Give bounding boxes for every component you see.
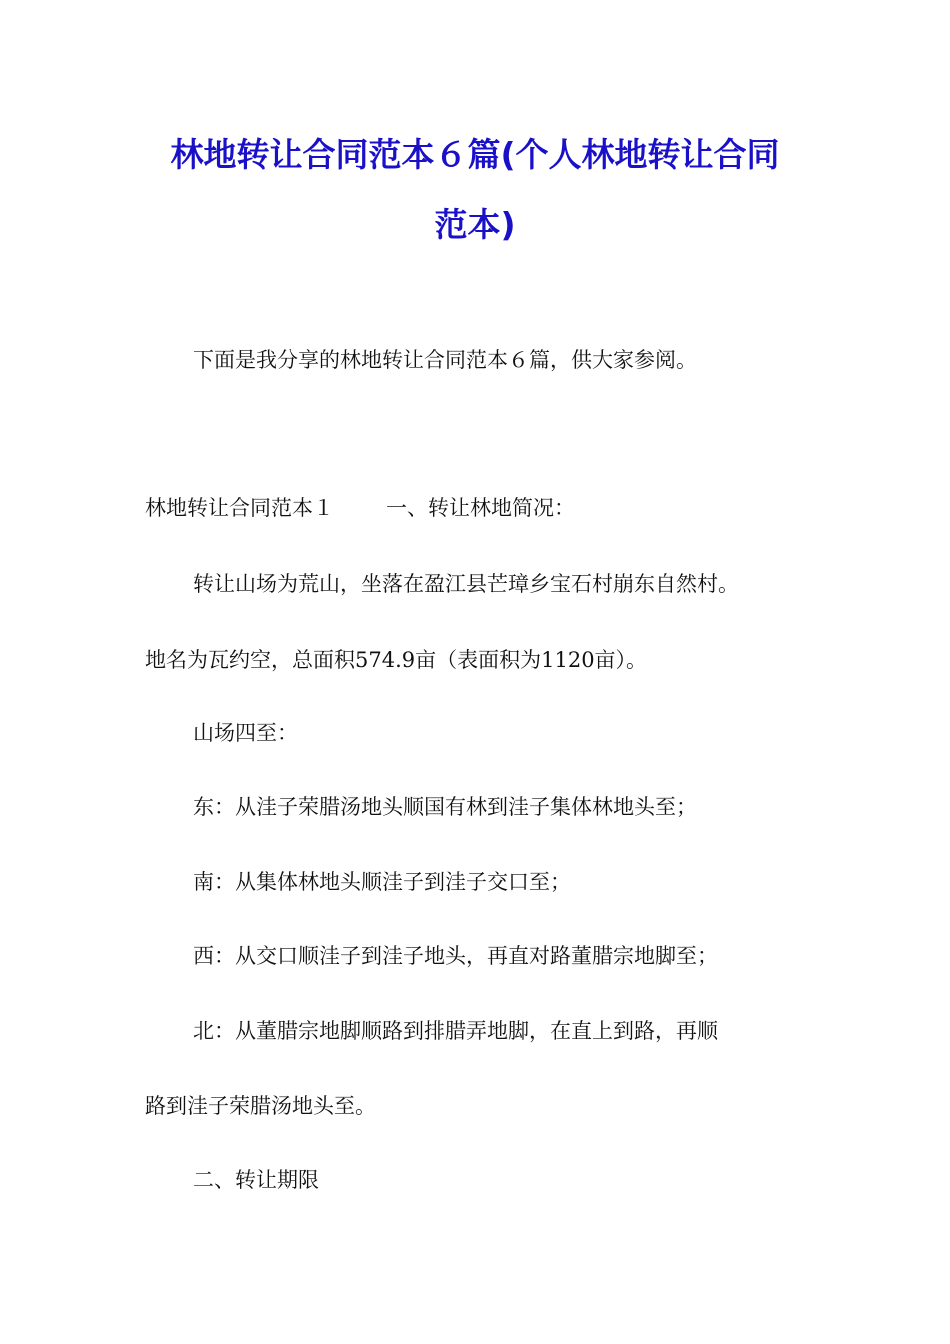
document-title-line-1: 林地转让合同范本６篇(个人林地转让合同 (170, 135, 780, 174)
east-boundary: 东：从洼子荣腊汤地头顺国有林到洼子集体林地头至； (193, 795, 697, 819)
boundary-heading: 山场四至： (193, 721, 298, 745)
north-boundary-line-2: 路到洼子荣腊汤地头至。 (145, 1094, 376, 1118)
north-boundary-line-1: 北：从董腊宗地脚顺路到排腊弄地脚，在直上到路，再顺 (193, 1019, 718, 1043)
section-1-line (145, 493, 815, 523)
section-heading: 一、转让林地简况： (386, 496, 575, 520)
paragraph-1-line-2: 地名为瓦约空，总面积574.9亩（表面积为1120亩）。 (145, 648, 648, 672)
paragraph-1-line-1: 转让山场为荒山，坐落在盈江县芒璋乡宝石村崩东自然村。 (193, 572, 739, 596)
intro-paragraph: 下面是我分享的林地转让合同范本６篇，供大家参阅。 (193, 348, 697, 372)
south-boundary: 南：从集体林地头顺洼子到洼子交口至； (193, 870, 571, 894)
west-boundary: 西：从交口顺洼子到洼子地头，再直对路董腊宗地脚至； (193, 944, 718, 968)
section-2-heading: 二、转让期限 (193, 1168, 319, 1192)
section-label: 林地转让合同范本１ (145, 496, 334, 520)
document-title-line-2: 范本) (434, 205, 516, 244)
